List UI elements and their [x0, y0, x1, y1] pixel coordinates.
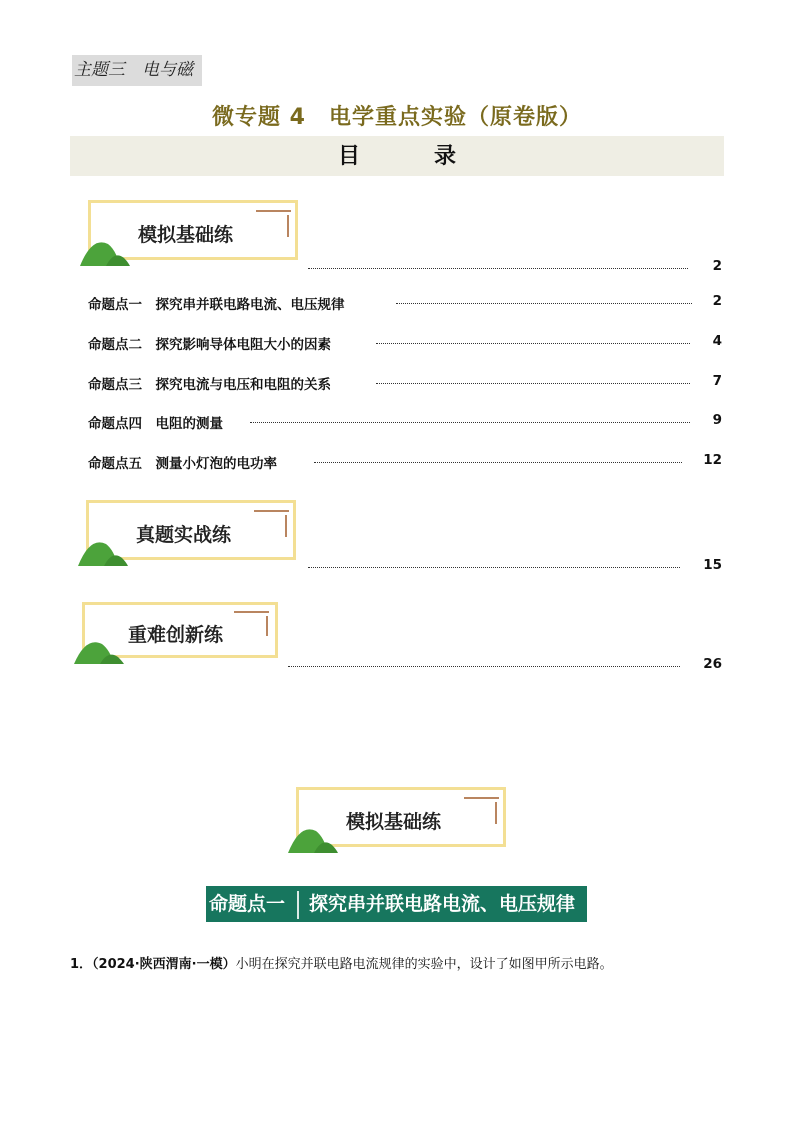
- toc-entry-label: 命题点一 探究串并联电路电流、电压规律: [88, 297, 345, 313]
- badge-label: 重难创新练: [128, 624, 224, 646]
- toc-entry-label: 命题点五 测量小灯泡的电功率: [88, 456, 277, 472]
- topic-tag: 主题三 电与磁: [72, 55, 202, 86]
- hill-icon: [78, 200, 79, 201]
- topic-point-banner: [206, 886, 587, 922]
- toc-page-number: 15: [703, 557, 722, 573]
- banner-point-title: 探究串并联电路电流、电压规律: [309, 893, 576, 915]
- toc-page-number: 26: [703, 656, 722, 672]
- question-number: 1．: [70, 957, 93, 972]
- toc-page-number: 4: [712, 333, 722, 349]
- toc-page-number: 7: [712, 373, 722, 389]
- toc-section-badge-mock[interactable]: [78, 200, 298, 270]
- banner-separator: [297, 891, 299, 919]
- toc-page-number: 2: [712, 293, 722, 309]
- toc-section-badge-hard[interactable]: [72, 602, 282, 666]
- toc-section-badge-real[interactable]: [76, 500, 298, 570]
- toc-entry-3[interactable]: [88, 373, 331, 393]
- toc-entry-4[interactable]: [88, 412, 223, 432]
- toc-leader-dots: [250, 422, 690, 423]
- toc-leader-dots: [314, 462, 682, 463]
- toc-leader-dots: [288, 666, 680, 667]
- badge-label: 真题实战练: [136, 524, 232, 546]
- question-source: （2024·陕西渭南·一模）: [92, 957, 236, 972]
- hill-icon: [72, 602, 73, 603]
- toc-leader-dots: [376, 343, 690, 344]
- toc-entry-label: 命题点二 探究影响导体电阻大小的因素: [88, 337, 331, 353]
- toc-leader-dots: [308, 567, 680, 568]
- banner-point-label: 命题点一: [209, 893, 286, 915]
- toc-entry-label: 命题点三 探究电流与电压和电阻的关系: [88, 377, 331, 393]
- toc-page-number: 9: [712, 412, 722, 428]
- document-title: 微专题 4 电学重点实验（原卷版）: [212, 105, 582, 130]
- question-1: [70, 953, 613, 972]
- hill-icon: [286, 787, 287, 788]
- toc-leader-dots: [308, 268, 688, 269]
- toc-page-number: 2: [712, 258, 722, 274]
- toc-entry-1[interactable]: [88, 293, 345, 313]
- badge-label: 模拟基础练: [346, 811, 442, 833]
- hill-icon: [76, 500, 77, 501]
- badge-label: 模拟基础练: [138, 224, 234, 246]
- toc-heading: 目 录: [70, 136, 724, 176]
- toc-entry-label: 命题点四 电阻的测量: [88, 416, 223, 432]
- section-badge-mock: [286, 787, 508, 857]
- toc-leader-dots: [376, 383, 690, 384]
- toc-leader-dots: [396, 303, 692, 304]
- question-text: 小明在探究并联电路电流规律的实验中，设计了如图甲所示电路。: [235, 957, 613, 972]
- toc-page-number: 12: [703, 452, 722, 468]
- toc-entry-5[interactable]: [88, 452, 277, 472]
- toc-entry-2[interactable]: [88, 333, 331, 353]
